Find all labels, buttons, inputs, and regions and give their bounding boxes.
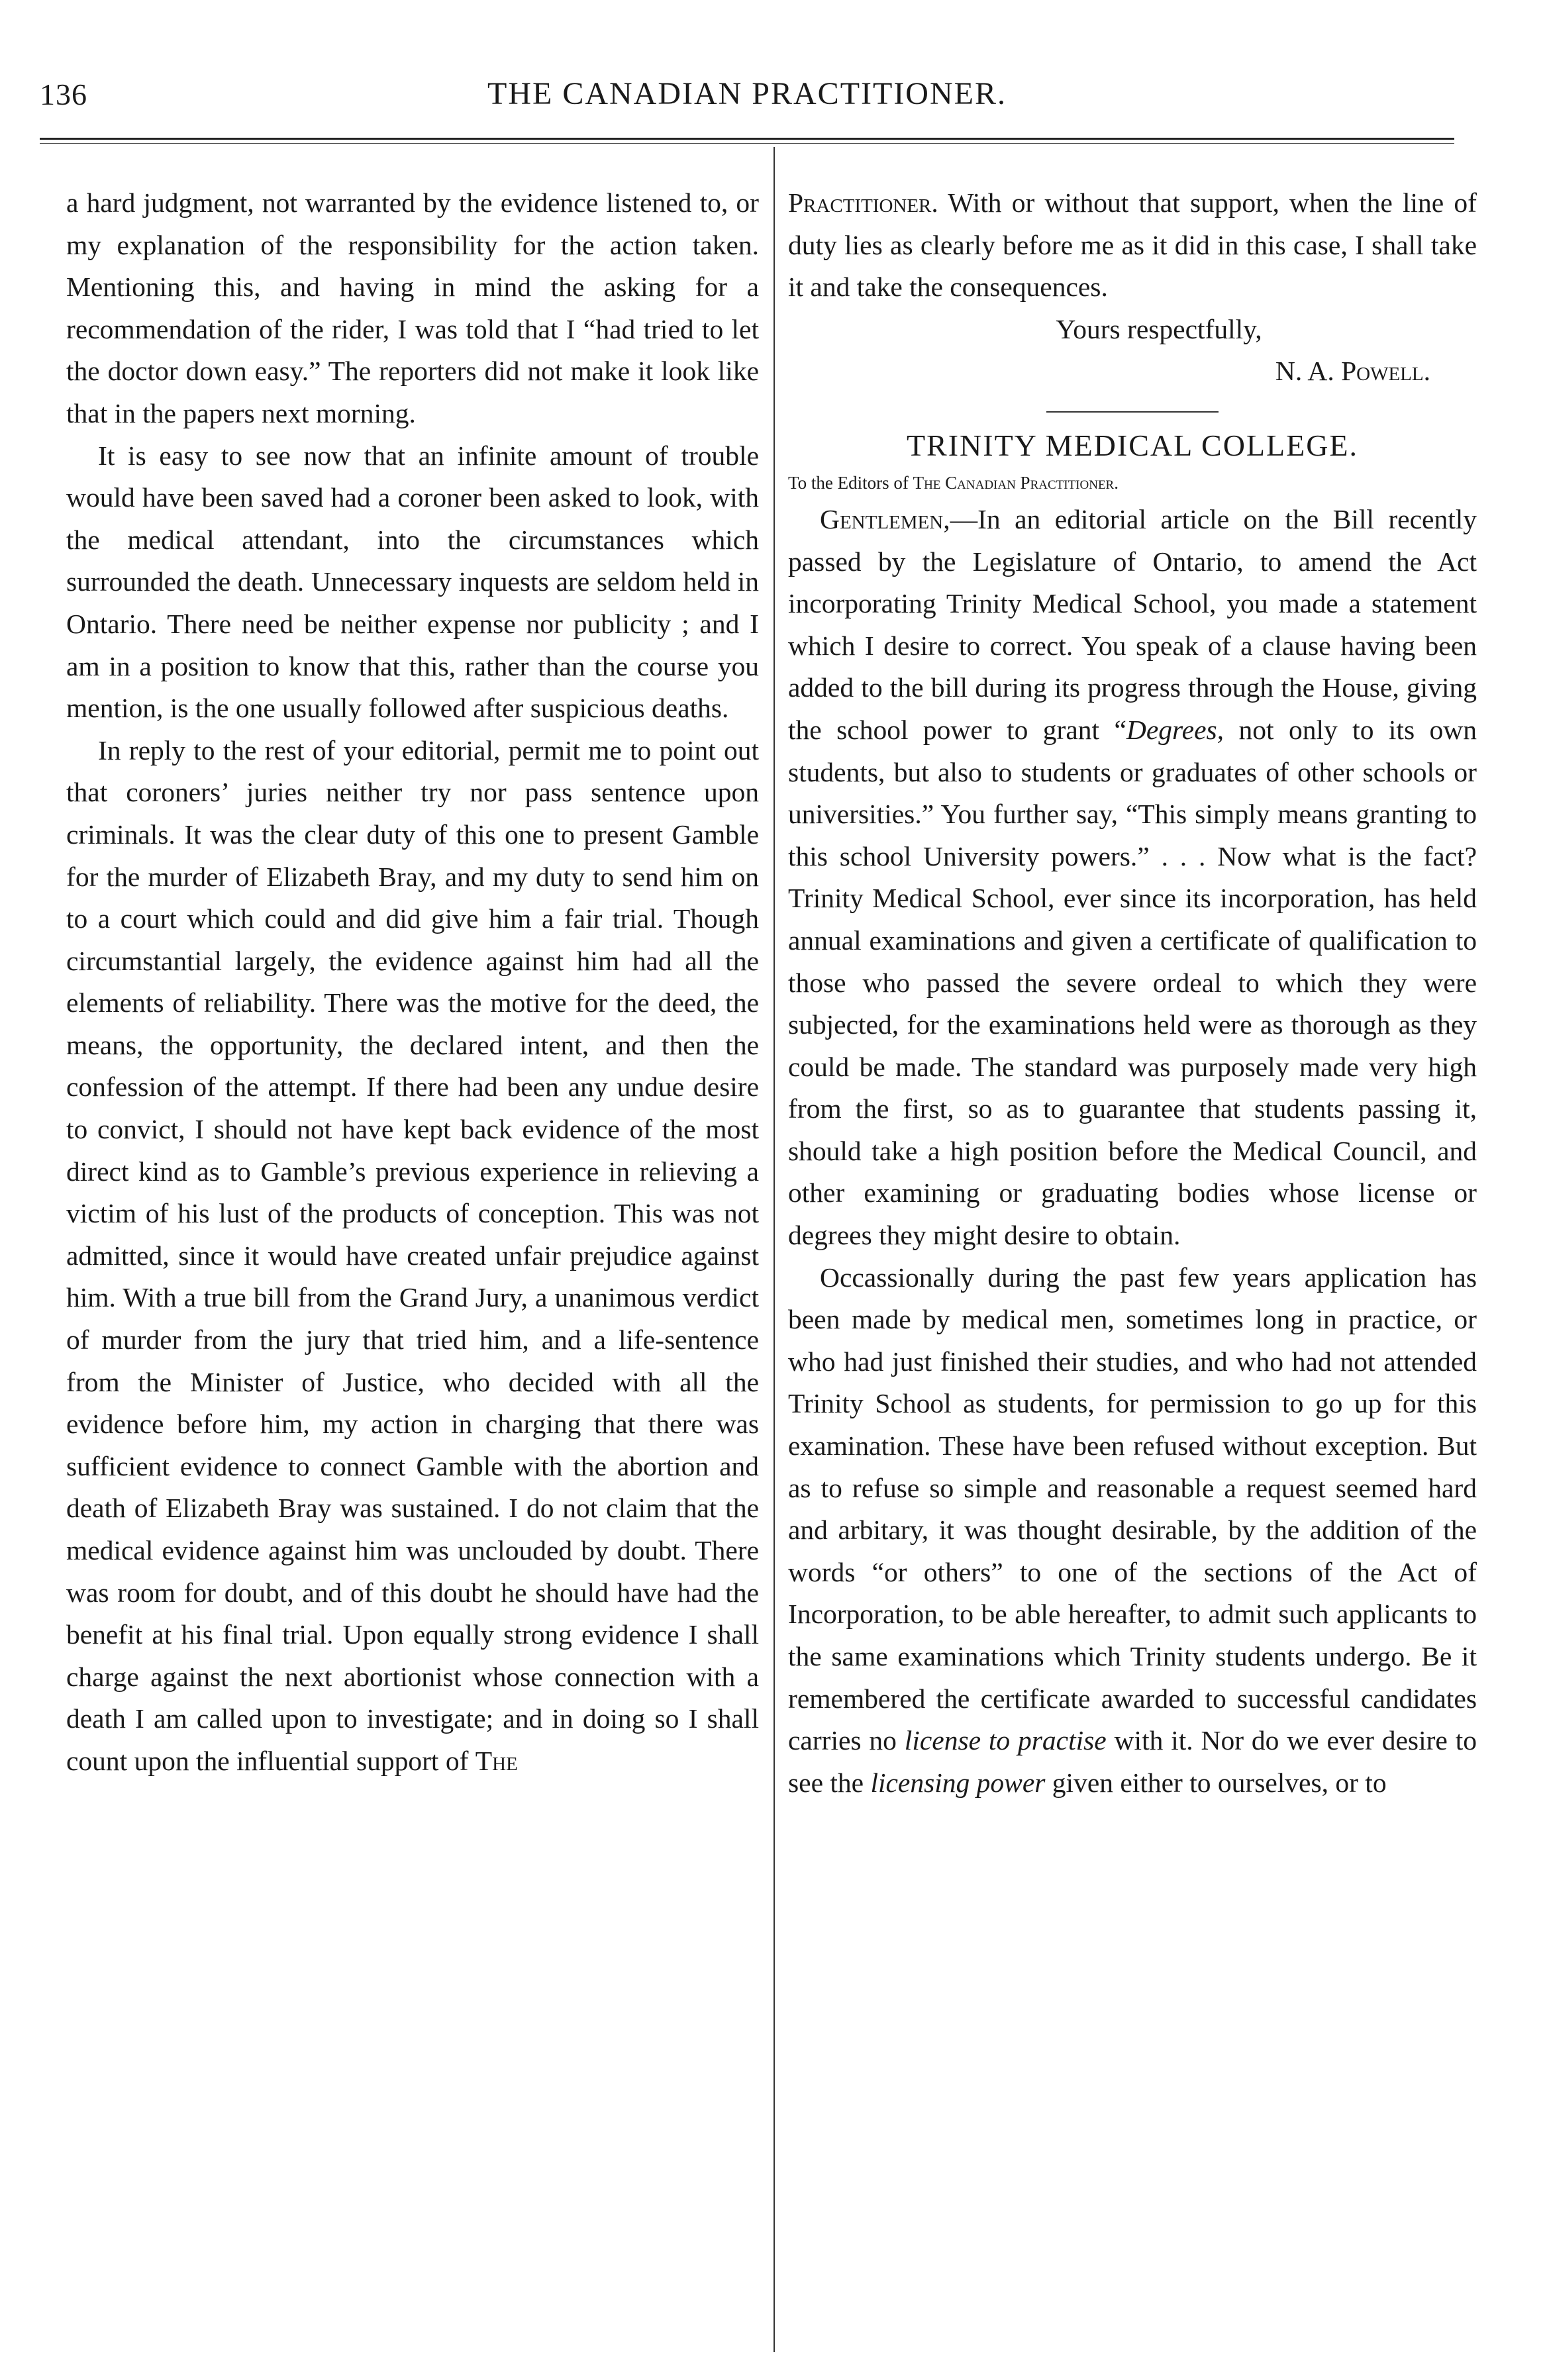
licensing-power-italic: licensing power: [870, 1767, 1046, 1798]
letter-paragraph-2: [788, 1257, 1477, 1805]
continuation-text: With or without that support, when the line of duty lies as clearly before me as it did in this case, I shall take it and take the consequences.: [788, 187, 1477, 303]
section-title: TRINITY MEDICAL COLLEGE.: [906, 428, 1359, 462]
header-rule-thin: [40, 143, 1454, 144]
letter-continuation: [788, 182, 1477, 309]
letter-salutation: Gentlemen,: [820, 503, 950, 534]
column-divider: [774, 147, 775, 2352]
letter-paragraph-1-part-b: not only to its own students, but also to students or graduates of other schools or universities.” You further say, “This simply means granting to this school University powers.” . . . Now what is the fact? Trinity Medical School, ever since its incorporation, has held annual examinations and given a certificate of qualification to those who passed the severe ordeal to which they were subjected, for the examinations held were as thorough as they could be made. The standard was purposely made very high from the first, so as to guarantee that students passing it, should take a high position before the Medical Council, and other examining or graduating bodies whose license or degrees they might desire to obtain.: [788, 714, 1477, 1251]
author-signature: N. A. Powell.: [1275, 356, 1430, 387]
header-rule: [40, 138, 1454, 140]
page-number: 136: [40, 77, 87, 111]
page-header: [40, 66, 1454, 119]
right-column: [788, 182, 1477, 1804]
closing-salutation: Yours respectfully,: [1056, 313, 1262, 344]
editor-address: [788, 467, 1477, 499]
degrees-italic: Degrees,: [1126, 714, 1224, 745]
letter-paragraph-2-part-a: Occassionally during the past few years application has been made by medical men, sometimes long in practice, or who had just finished their studies, and who had not attended Trinity School as students, for permission to go up for this examination. These have been refused without exception. But as to refuse so simple and reasonable a request seemed hard and arbitary, it was thought desirable, by the addition of the words “or others” to one of the sections of the Act of Incorporation, to be able hereafter, to admit such applicants to the same examinations which Trinity students undergo. Be it remembered the certificate awarded to successful candidates carries no: [788, 1262, 1477, 1756]
left-paragraph-3-end: The: [475, 1745, 518, 1776]
letter-paragraph-2-part-b: with it. Nor do we ever desire to see the: [788, 1725, 1477, 1798]
left-paragraph-3: [66, 730, 759, 1783]
editor-address-prefix: To the Editors of: [788, 472, 909, 493]
letter-paragraph-1: [788, 499, 1477, 1257]
journal-name-continuation: Practitioner.: [788, 187, 938, 218]
editor-address-journal: The Canadian Practitioner.: [913, 472, 1119, 493]
left-paragraph-1: a hard judgment, not warranted by the evidence listened to, or my explanation of the responsibility for the action taken. Mentioning this, and having in mind the asking for a recommendation of the rider, I was told that I “had tried to let the doctor down easy.” The reporters did not make it look like that in the papers next morning.: [66, 187, 759, 428]
license-italic: license to practise: [904, 1725, 1107, 1756]
left-paragraph-2: It is easy to see now that an infinite amount of trouble would have been saved had a coroner been asked to look, with the medical attendant, into the circumstances which surrounded the death. Unnecessary inquests are seldom held in Ontario. There need be neither expense nor publicity ; and I am in a position to know that this, rather than the course you mention, is the one usually followed after suspicious deaths.: [66, 440, 759, 724]
left-paragraph-3-text: In reply to the rest of your editorial, permit me to point out that coroners’ juries neither try nor pass sentence upon criminals. It was the clear duty of this one to present Gamble for the murder of Elizabeth Bray, and my duty to send him on to a court which could and did give him a fair trial. Though circumstantial largely, the evidence against him had all the elements of reliability. There was the motive for the deed, the means, the opportunity, the declared intent, and then the confession of the attempt. If there had been any undue desire to convict, I should not have kept back evidence of the most direct kind as to Gamble’s previous experience in relieving a victim of his lust of the products of conception. This was not admitted, since it would have created unfair prejudice against him. With a true bill from the Grand Jury, a unanimous verdict of murder from the jury that tried him, and a life-sentence from the Minister of Justice, who decided with all the evidence before him, my action in charging that there was sufficient evidence to connect Gamble with the abortion and death of Elizabeth Bray was sustained. I do not claim that the medical evidence against him was unclouded by doubt. There was room for doubt, and of this doubt he should have had the benefit at his final trial. Upon equally strong evidence I shall charge against the next abortionist whose connection with a death I am called upon to investigate; and in doing so I shall count upon the influential support of: [66, 734, 759, 1776]
letter-paragraph-2-part-c: given either to ourselves, or to: [1045, 1767, 1387, 1798]
left-column: [66, 182, 759, 1783]
section-separator-rule: [1046, 411, 1219, 413]
letter-paragraph-1-part-a: —In an editorial article on the Bill recently passed by the Legislature of Ontario, to amend the Act incorporating Trinity Medical School, you made a statement which I desire to correct. You speak of a clause having been added to the bill during its progress through the House, giving the school power to grant “: [788, 503, 1477, 745]
running-title: THE CANADIAN PRACTITIONER.: [487, 76, 1007, 111]
